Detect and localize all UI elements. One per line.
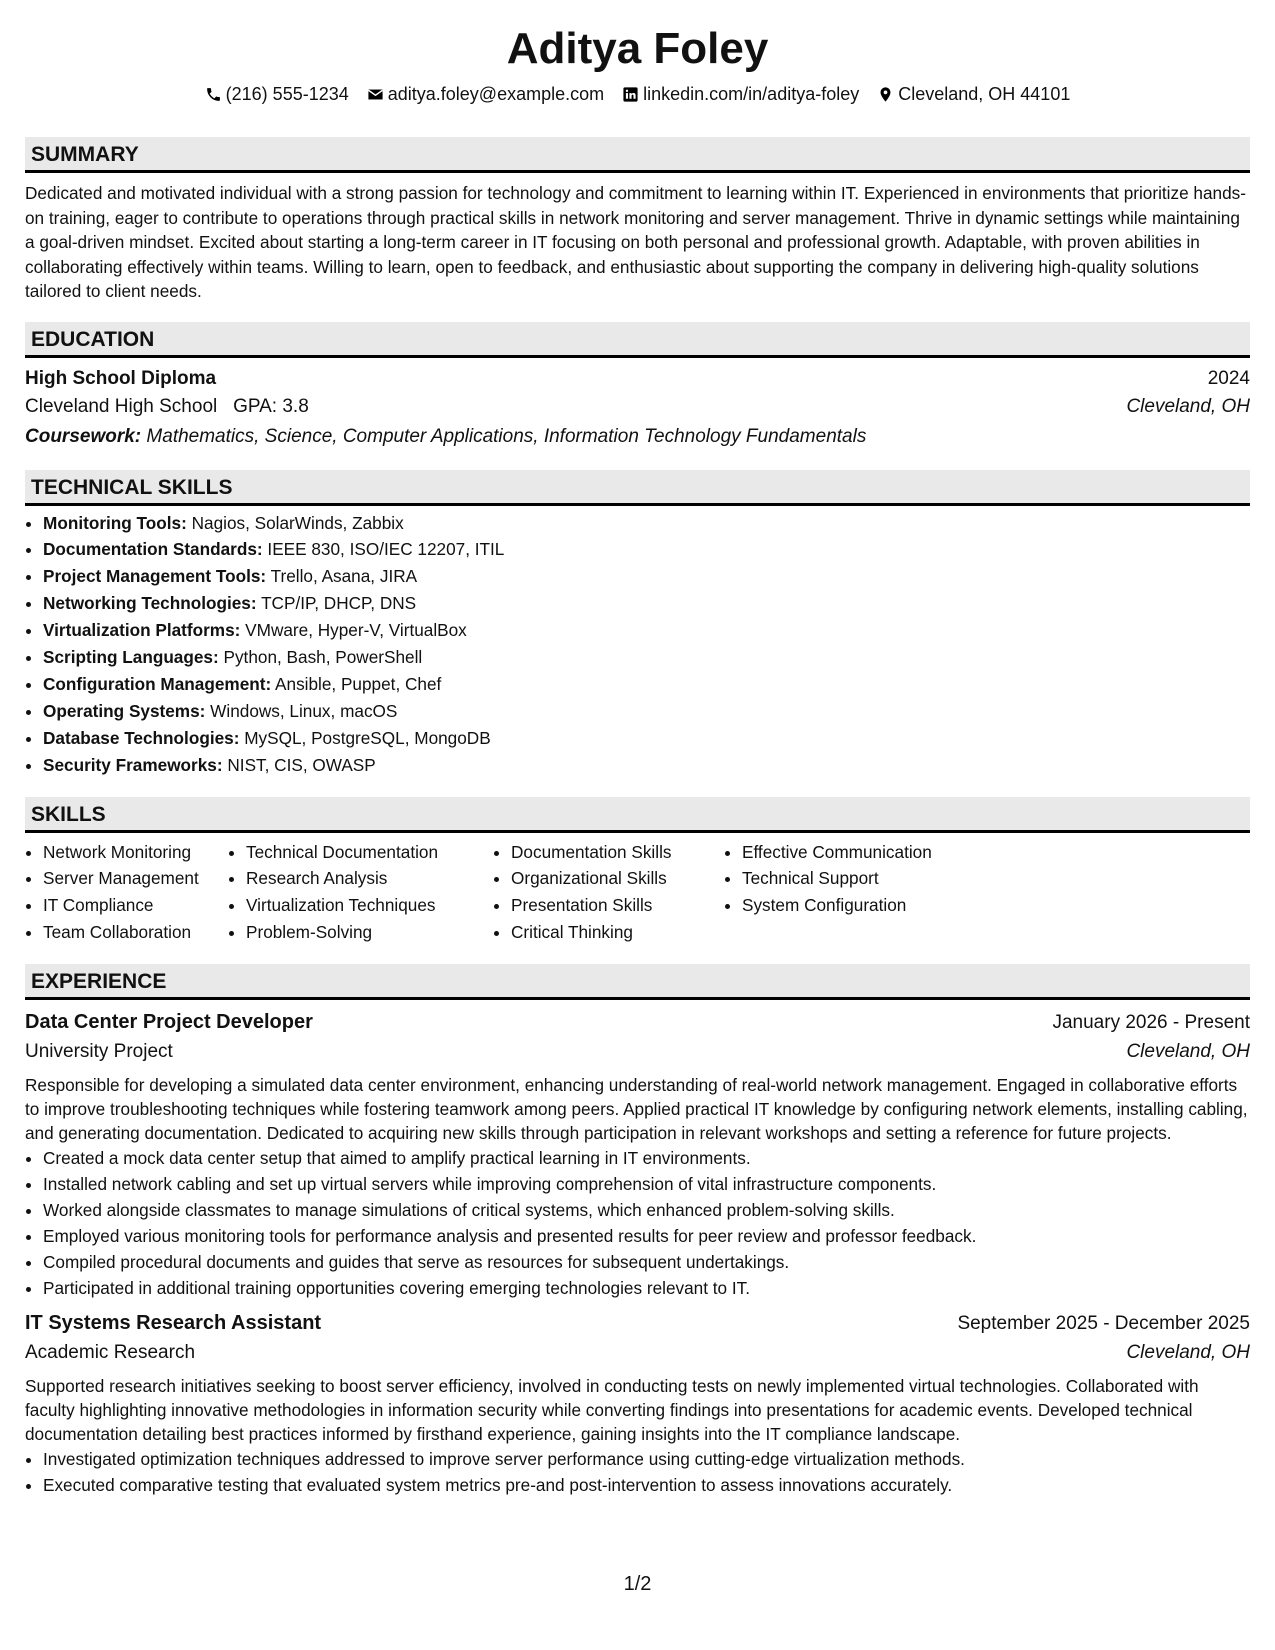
list-item: • Employed various monitoring tools for performance analysis and presented results for peer review and professor feedback. <box>43 1223 1250 1249</box>
summary-text: Dedicated and motivated individual with a strong passion for technology and commitment to learning within IT. Experienced in environments that prioritize hands-on training, eager to contribute to operations through practical skills in network monitoring and server management. Thrive in dynamic settings while maintaining a goal-driven mindset. Excited about starting a long-term career in IT focusing on both personal and professional growth. Adaptable, with proven abilities in collaborating effectively within teams. Willing to learn, open to feedback, and enthusiastic about supporting the company in delivering high-quality solutions tailored to client needs. <box>25 183 1246 301</box>
experience-heading: EXPERIENCE <box>25 964 1250 1000</box>
job-org-row <box>25 1037 1250 1067</box>
contact-linkedin[interactable] <box>622 82 859 106</box>
list-item: • Organizational Skills <box>511 865 724 892</box>
skill-label: Project Management Tools: <box>43 566 267 587</box>
job-dates: September 2025 - December 2025 <box>957 1313 1250 1335</box>
education-row <box>25 366 1250 392</box>
list-item <box>43 752 1250 779</box>
coursework-label: Coursework: <box>25 425 142 447</box>
list-item: • Effective Communication <box>742 839 992 866</box>
list-item: • Investigated optimization techniques addressed to improve server performance using cutting-edge virtualization methods. <box>43 1446 1250 1472</box>
school-location: Cleveland, OH <box>1126 395 1250 417</box>
degree: High School Diploma <box>25 367 217 389</box>
job-bullets <box>25 1446 1250 1498</box>
list-item: • Worked alongside classmates to manage simulations of critical systems, which enhanced problem-solving skills. <box>43 1197 1250 1223</box>
job-bullets <box>25 1145 1250 1301</box>
list-item <box>43 590 1250 617</box>
skills-column <box>25 839 228 947</box>
skill-value: Python, Bash, PowerShell <box>223 647 423 668</box>
school-row <box>25 392 1250 422</box>
skill-label: Networking Technologies: <box>43 593 257 614</box>
school-name: Cleveland High School <box>25 395 218 417</box>
gpa: GPA: 3.8 <box>233 395 309 417</box>
job-title: IT Systems Research Assistant <box>25 1312 322 1335</box>
technical-skills-heading: TECHNICAL SKILLS <box>25 470 1250 506</box>
skill-label: Security Frameworks: <box>43 754 223 775</box>
contact-email[interactable] <box>367 82 604 106</box>
skill-value: VMware, Hyper-V, VirtualBox <box>245 620 467 641</box>
resume-page <box>25 0 1250 1498</box>
page-number: 1/2 <box>623 1573 652 1595</box>
list-item: • System Configuration <box>742 892 992 919</box>
skills-column <box>724 839 992 947</box>
skill-label: Monitoring Tools: <box>43 512 187 533</box>
skills-column <box>493 839 724 947</box>
skills-column <box>228 839 493 947</box>
summary-heading: SUMMARY <box>25 137 1250 173</box>
list-item <box>43 644 1250 671</box>
list-item: • Created a mock data center setup that aimed to amplify practical learning in IT environments. <box>43 1145 1250 1171</box>
list-item <box>43 617 1250 644</box>
skill-value: Nagios, SolarWinds, Zabbix <box>191 512 404 533</box>
skill-value: Trello, Asana, JIRA <box>270 566 418 587</box>
list-item <box>43 510 1250 537</box>
linkedin-icon <box>622 86 639 103</box>
skills-grid <box>25 839 1250 947</box>
job-description: Responsible for developing a simulated data center environment, enhancing understanding of real-world network management. Engaged in collaborative efforts to improve troubleshooting techniques while fostering teamwork among peers. Applied practical IT knowledge by configuring network elements, installing cabling, and generating documentation. Dedicated to acquiring new skills through participation in relevant workshops and setting a reference for future projects. <box>25 1075 1248 1144</box>
linkedin-text: linkedin.com/in/aditya-foley <box>643 84 860 104</box>
skill-label: Scripting Languages: <box>43 647 219 668</box>
job-org-row <box>25 1338 1250 1368</box>
coursework <box>25 422 1250 452</box>
list-item: • Problem-Solving <box>246 919 493 946</box>
skill-label: Operating Systems: <box>43 700 206 721</box>
skill-label: Virtualization Platforms: <box>43 620 241 641</box>
job-entry <box>25 1008 1250 1301</box>
list-item: • Research Analysis <box>246 865 493 892</box>
job-location: Cleveland, OH <box>1126 1342 1250 1364</box>
list-item: • Team Collaboration <box>43 919 228 946</box>
job-title-row <box>25 1008 1250 1037</box>
job-entry <box>25 1309 1250 1498</box>
list-item: • Critical Thinking <box>511 919 724 946</box>
job-org: University Project <box>25 1041 173 1063</box>
job-title-row <box>25 1309 1250 1338</box>
skill-value: Ansible, Puppet, Chef <box>275 673 442 694</box>
skill-label: Configuration Management: <box>43 673 272 694</box>
candidate-name: Aditya Foley <box>506 24 769 73</box>
phone-icon <box>205 86 222 103</box>
skill-value: Windows, Linux, macOS <box>210 700 398 721</box>
list-item: • Server Management <box>43 865 228 892</box>
location-text: Cleveland, OH 44101 <box>898 84 1071 104</box>
contact-bar <box>25 82 1250 106</box>
skill-value: IEEE 830, ISO/IEC 12207, ITIL <box>267 539 505 560</box>
list-item: • IT Compliance <box>43 892 228 919</box>
phone-text: (216) 555-1234 <box>225 84 349 104</box>
skill-value: TCP/IP, DHCP, DNS <box>261 593 417 614</box>
job-location: Cleveland, OH <box>1126 1041 1250 1063</box>
contact-location <box>877 82 1070 106</box>
list-item: • Technical Documentation <box>246 839 493 866</box>
job-description: Supported research initiatives seeking to boost server efficiency, involved in conducting tests on newly implemented virtual technologies. Collaborated with faculty highlighting innovative methodologies in information security while converting findings into presentations for academic events. Developed technical documentation detailing best practices informed by firsthand experience, gaining insights into the IT compliance landscape. <box>25 1376 1199 1445</box>
list-item <box>43 563 1250 590</box>
skill-value: MySQL, PostgreSQL, MongoDB <box>244 727 491 748</box>
list-item: • Participated in additional training opportunities covering emerging technologies relevant to IT. <box>43 1275 1250 1301</box>
education-heading: EDUCATION <box>25 322 1250 358</box>
job-dates: January 2026 - Present <box>1052 1012 1250 1034</box>
skills-heading: SKILLS <box>25 797 1250 833</box>
list-item <box>43 671 1250 698</box>
list-item <box>43 698 1250 725</box>
email-text: aditya.foley@example.com <box>387 84 605 104</box>
list-item: • Executed comparative testing that evaluated system metrics pre-and post-intervention to assess innovations accurately. <box>43 1472 1250 1498</box>
list-item: • Installed network cabling and set up virtual servers while improving comprehension of vital infrastructure components. <box>43 1171 1250 1197</box>
skill-value: NIST, CIS, OWASP <box>227 754 376 775</box>
job-org: Academic Research <box>25 1342 196 1364</box>
list-item: • Technical Support <box>742 865 992 892</box>
list-item: • Network Monitoring <box>43 839 228 866</box>
technical-skills-list <box>25 510 1250 779</box>
list-item <box>43 725 1250 752</box>
map-pin-icon <box>877 86 894 103</box>
skill-label: Database Technologies: <box>43 727 240 748</box>
list-item: • Presentation Skills <box>511 892 724 919</box>
list-item: • Documentation Skills <box>511 839 724 866</box>
skill-label: Documentation Standards: <box>43 539 263 560</box>
coursework-list: Mathematics, Science, Computer Applications, Information Technology Fundamentals <box>146 425 867 447</box>
envelope-icon <box>367 86 384 103</box>
list-item <box>43 536 1250 563</box>
list-item: • Compiled procedural documents and guides that serve as resources for subsequent undertakings. <box>43 1249 1250 1275</box>
contact-phone[interactable] <box>205 82 349 106</box>
list-item: • Virtualization Techniques <box>246 892 493 919</box>
job-title: Data Center Project Developer <box>25 1011 313 1034</box>
graduation-year: 2024 <box>1207 367 1250 389</box>
